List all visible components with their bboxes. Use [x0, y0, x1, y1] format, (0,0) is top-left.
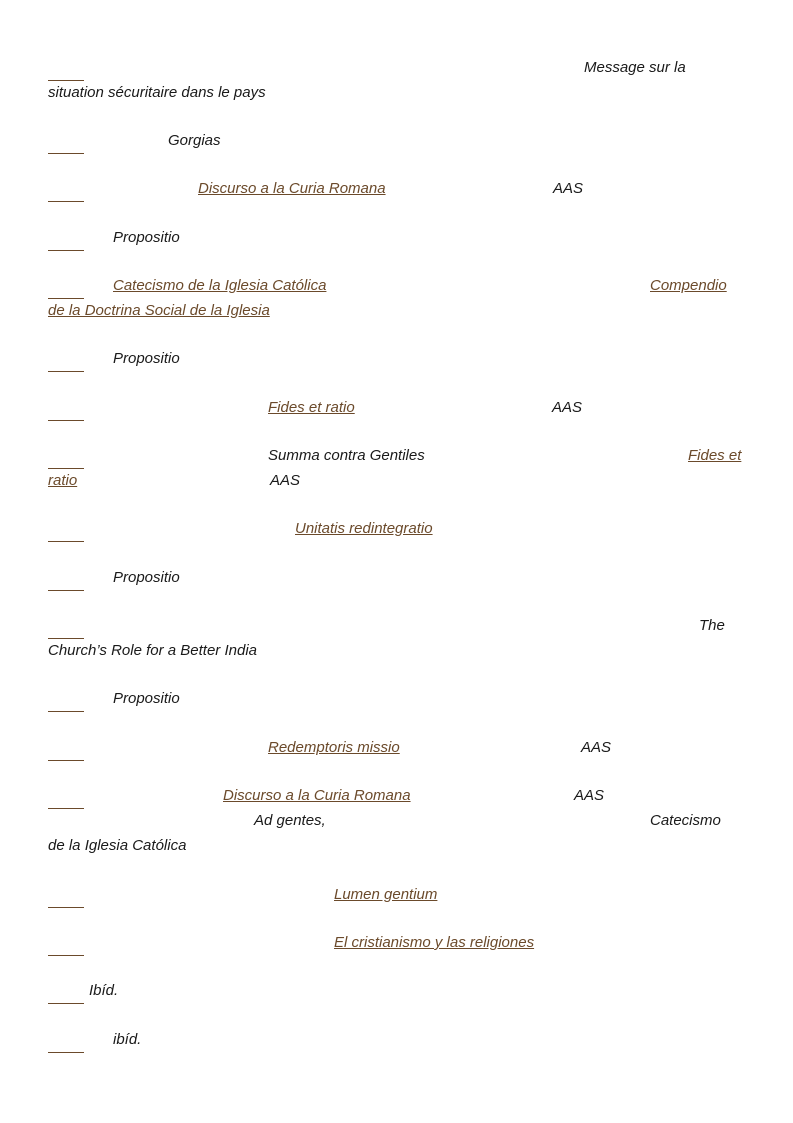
footnote-marker-blank [48, 1037, 84, 1053]
citation-text: Catecismo [650, 812, 721, 829]
citation-text: Ibíd. [89, 982, 119, 999]
citation-link[interactable]: Discurso a la Curia Romana [198, 180, 386, 197]
footnote [48, 613, 748, 663]
citation-link[interactable]: ratio [48, 472, 78, 489]
footnote [48, 686, 748, 711]
citation-link[interactable]: Compendio [650, 277, 727, 294]
footnote [48, 55, 748, 105]
citation-text: Message sur la [584, 59, 686, 76]
footnote-marker-blank [48, 940, 84, 956]
footnote-marker-blank [48, 988, 84, 1004]
footnote-marker-blank [48, 793, 84, 809]
footnote-marker-blank [48, 356, 84, 372]
footnote-marker-blank [48, 65, 84, 81]
footnote-marker-blank [48, 453, 84, 469]
citation-text: Summa contra Gentiles [268, 447, 425, 464]
citation-text: AAS [270, 472, 301, 489]
footnote-marker-blank [48, 696, 84, 712]
citation-text: Propositio [113, 690, 180, 707]
footnote [48, 516, 748, 541]
footnote-marker-blank [48, 892, 84, 908]
citation-text: The [699, 617, 725, 634]
citation-link[interactable]: El cristianismo y las religiones [334, 934, 535, 951]
citation-text: Propositio [113, 229, 180, 246]
footnote [48, 930, 748, 955]
citation-text: Church’s Role for a Better India [48, 642, 257, 659]
footnote [48, 565, 748, 590]
footnote-marker-blank [48, 283, 84, 299]
footnote [48, 735, 748, 760]
citation-link[interactable]: Lumen gentium [334, 886, 438, 903]
footnote [48, 128, 748, 153]
citation-link[interactable]: Redemptoris missio [268, 739, 400, 756]
footnote [48, 882, 748, 907]
footnote-marker-blank [48, 235, 84, 251]
citation-text: AAS [553, 180, 584, 197]
footnote [48, 273, 748, 323]
citation-text: Ad gentes, [254, 812, 326, 829]
footnote [48, 443, 748, 493]
citation-text: ibíd. [113, 1031, 142, 1048]
footnote [48, 176, 748, 201]
citation-text: AAS [574, 787, 605, 804]
footnote-marker-blank [48, 575, 84, 591]
footnote-marker-blank [48, 745, 84, 761]
footnote [48, 346, 748, 371]
footnote-marker-blank [48, 405, 84, 421]
footnote-marker-blank [48, 623, 84, 639]
footnote-marker-blank [48, 186, 84, 202]
citation-link[interactable]: Discurso a la Curia Romana [223, 787, 411, 804]
citation-link[interactable]: Catecismo de la Iglesia Católica [113, 277, 327, 294]
citation-text: Gorgias [168, 132, 221, 149]
citation-link[interactable]: Unitatis redintegratio [295, 520, 433, 537]
footnote [48, 1027, 748, 1052]
citation-text: Propositio [113, 350, 180, 367]
citation-text: de la Iglesia Católica [48, 837, 187, 854]
citation-link[interactable]: Fides et [688, 447, 742, 464]
footnote [48, 225, 748, 250]
citation-text: situation sécuritaire dans le pays [48, 84, 266, 101]
footnote [48, 395, 748, 420]
footnote [48, 978, 748, 1003]
footnote [48, 783, 748, 858]
citation-text: AAS [581, 739, 612, 756]
citation-link[interactable]: Fides et ratio [268, 399, 355, 416]
citation-link[interactable]: de la Doctrina Social de la Iglesia [48, 302, 270, 319]
footnote-marker-blank [48, 526, 84, 542]
citation-text: AAS [552, 399, 583, 416]
footnote-marker-blank [48, 138, 84, 154]
citation-text: Propositio [113, 569, 180, 586]
